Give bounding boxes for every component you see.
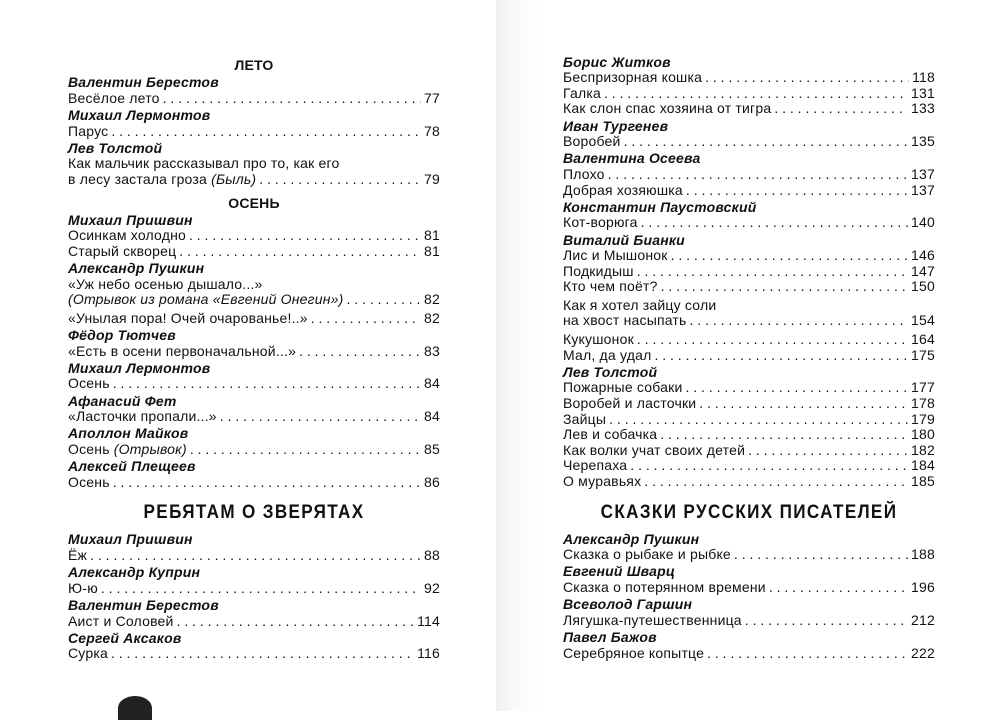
- page-number: 188: [911, 546, 935, 563]
- dot-leader: [609, 412, 908, 428]
- entry-title: [563, 613, 742, 629]
- toc-entry: [563, 396, 935, 412]
- toc-entry: [68, 442, 440, 458]
- entry-title: [563, 547, 731, 563]
- dot-leader: [299, 344, 421, 360]
- page-number: 146: [911, 247, 935, 264]
- entry-title: [563, 279, 658, 295]
- toc-entry: [68, 409, 440, 425]
- dot-leader: [707, 646, 908, 662]
- page-number: 147: [911, 262, 935, 279]
- toc-entry: [563, 443, 935, 459]
- entry-title: [68, 124, 108, 140]
- page-number: 83: [424, 342, 440, 359]
- toc-entry: [563, 474, 935, 490]
- entry-note: (Отрывок из романа «Евгений Онегин»): [68, 291, 344, 308]
- toc-entry: [68, 292, 440, 308]
- author-name: Афанасий Фет: [68, 392, 177, 409]
- entry-title-text: Кот-ворюга: [563, 214, 638, 231]
- dot-leader: [641, 215, 908, 231]
- entry-title-text: на хвост насыпать: [563, 312, 687, 329]
- page-number: 86: [424, 473, 440, 490]
- toc-entry: [563, 547, 935, 563]
- entry-title: [563, 412, 606, 428]
- dot-leader: [690, 313, 909, 329]
- entry-title-text: Подкидыш: [563, 262, 634, 279]
- entry-title: [68, 581, 98, 597]
- entry-title-text: Зайцы: [563, 410, 607, 427]
- toc-entry: [563, 134, 935, 150]
- author-name: Михаил Пришвин: [68, 531, 193, 548]
- dot-leader: [699, 396, 908, 412]
- section-title: РЕБЯТАМ О ЗВЕРЯТАХ: [143, 502, 365, 524]
- entry-title: [563, 580, 766, 596]
- page-number: 77: [424, 89, 440, 106]
- author-name: Михаил Лермонтов: [68, 359, 211, 376]
- toc-entry: [563, 264, 935, 280]
- toc-entry: [563, 215, 935, 231]
- entry-title: [563, 86, 601, 102]
- entry-title-text: Мал, да удал: [563, 346, 652, 363]
- entry-title: [563, 348, 651, 364]
- dot-leader: [637, 332, 908, 348]
- entry-title: [563, 134, 621, 150]
- dot-leader: [220, 409, 421, 425]
- entry-title: [68, 228, 186, 244]
- entry-title-text: О муравьях: [563, 473, 642, 489]
- author-name: Михаил Пришвин: [68, 211, 193, 228]
- entry-title-text: Аист и Соловей: [68, 612, 174, 629]
- dot-leader: [101, 581, 421, 597]
- author-name: Виталий Бианки: [563, 231, 685, 248]
- page-number: 131: [911, 84, 935, 101]
- entry-title: [68, 156, 340, 172]
- dot-leader: [259, 172, 421, 188]
- dot-leader: [113, 475, 421, 491]
- author-name: Алексей Плещеев: [68, 458, 196, 475]
- page-number: 137: [911, 165, 935, 182]
- page-number: 196: [911, 578, 935, 595]
- entry-title-text: Кукушонок: [563, 331, 634, 348]
- section-subheading: ОСЕНЬ: [228, 194, 280, 211]
- author-name: Лев Толстой: [68, 139, 163, 156]
- entry-title-text: «Унылая пора! Очей очарованье!..»: [68, 309, 308, 326]
- page-number: 212: [911, 611, 935, 628]
- toc-entry: [68, 344, 440, 360]
- toc-entry: [68, 548, 440, 564]
- entry-title: [68, 91, 160, 107]
- author-name: Валентин Берестов: [68, 596, 219, 613]
- entry-title: [563, 183, 683, 199]
- dot-leader: [630, 458, 908, 474]
- entry-title: [68, 311, 308, 327]
- toc-entry: [68, 228, 440, 244]
- author-name: Валентин Берестов: [68, 74, 219, 91]
- dot-leader: [661, 279, 908, 295]
- dot-leader: [190, 442, 421, 458]
- toc-entry-continuation: [563, 298, 935, 314]
- dot-leader: [604, 86, 908, 102]
- corner-illustration-fragment: [118, 696, 152, 720]
- dot-leader: [163, 91, 421, 107]
- dot-leader: [347, 292, 422, 308]
- page-number: 92: [424, 579, 440, 596]
- toc-entry: [68, 124, 440, 140]
- section-title: СКАЗКИ РУССКИХ ПИСАТЕЛЕЙ: [600, 501, 898, 523]
- dot-leader: [189, 228, 421, 244]
- dot-leader: [179, 244, 421, 260]
- toc-entry: [563, 248, 935, 264]
- entry-title: [563, 427, 657, 443]
- page-number: 116: [417, 645, 440, 662]
- author-name: Константин Паустовский: [563, 198, 757, 215]
- toc-entry: [563, 580, 935, 596]
- entry-title: [68, 548, 87, 564]
- page-number: 140: [911, 214, 935, 231]
- entry-title-text: Осень: [68, 473, 110, 490]
- toc-entry: [563, 646, 935, 662]
- entry-title-text: Как мальчик рассказывал про то, как его: [68, 155, 340, 172]
- author-name: Павел Бажов: [563, 628, 657, 645]
- toc-entry: [563, 427, 935, 443]
- entry-title: [68, 646, 108, 662]
- toc-entry: [68, 646, 440, 662]
- page-number: 118: [912, 69, 935, 86]
- toc-entry: [563, 70, 935, 86]
- entry-title-text: Лягушка-путешественница: [563, 611, 742, 628]
- dot-leader: [734, 547, 908, 563]
- entry-title: [563, 298, 716, 314]
- author-name: Сергей Аксаков: [68, 629, 182, 646]
- entry-title-text: Осень: [68, 441, 110, 457]
- author-name: Фёдор Тютчев: [68, 327, 176, 344]
- author-name: Александр Пушкин: [68, 260, 205, 277]
- page-number: 154: [911, 312, 935, 329]
- dot-leader: [654, 348, 908, 364]
- entry-title-text: Сказка о рыбаке и рыбке: [563, 546, 731, 563]
- author-name: Евгений Шварц: [563, 563, 676, 580]
- page-number: 81: [424, 242, 440, 259]
- entry-title: [68, 475, 110, 491]
- entry-title-text: Серебряное копытце: [563, 644, 705, 661]
- entry-title-text: Старый скворец: [68, 242, 177, 259]
- entry-title: [563, 264, 634, 280]
- entry-title-text: Весёлое лето: [68, 89, 160, 106]
- entry-title: [563, 458, 627, 474]
- toc-entry-continuation: [68, 156, 440, 172]
- dot-leader: [90, 548, 421, 564]
- dot-leader: [113, 376, 421, 392]
- entry-title: [563, 396, 696, 412]
- page-number: 150: [911, 278, 935, 295]
- entry-title-text: Галка: [563, 84, 601, 101]
- toc-entry: [563, 313, 935, 329]
- toc-entry: [563, 183, 935, 199]
- toc-entry: [563, 380, 935, 396]
- author-name: Всеволод Гаршин: [563, 596, 693, 613]
- entry-title: [563, 215, 638, 231]
- page-number: 84: [424, 375, 440, 392]
- left-page: [0, 0, 496, 711]
- author-name: Иван Тургенев: [563, 117, 669, 134]
- entry-title: [563, 167, 605, 183]
- dot-leader: [177, 614, 415, 630]
- toc-entry: [68, 614, 440, 630]
- entry-title-text: Лис и Мышонок: [563, 247, 668, 264]
- entry-title-text: Парус: [68, 122, 109, 139]
- toc-entry: [68, 91, 440, 107]
- page-number: 79: [424, 170, 440, 187]
- toc-entry: [68, 581, 440, 597]
- toc-entry: [563, 279, 935, 295]
- dot-leader: [111, 124, 421, 140]
- entry-title-text: Ю-ю: [68, 579, 98, 596]
- entry-title: [563, 313, 687, 329]
- dot-leader: [644, 474, 908, 490]
- page-number: 175: [911, 346, 935, 363]
- page-number: 184: [911, 457, 935, 474]
- entry-title-text: Лев и собачка: [563, 426, 658, 443]
- page-number: 177: [911, 379, 935, 396]
- page-number: 133: [911, 100, 935, 117]
- entry-title: [563, 380, 682, 396]
- entry-title-text: Кто чем поёт?: [563, 278, 658, 295]
- entry-title: [563, 443, 745, 459]
- dot-leader: [637, 264, 908, 280]
- dot-leader: [608, 167, 908, 183]
- entry-title-text: Добрая хозяюшка: [563, 181, 683, 198]
- entry-title-text: Как слон спас хозяина от тигра: [563, 100, 772, 117]
- page-number: 114: [417, 612, 440, 629]
- page-number: 185: [911, 473, 935, 489]
- entry-note: (Отрывок): [113, 441, 187, 457]
- toc-entry: [563, 332, 935, 348]
- author-name: Александр Пушкин: [563, 530, 700, 547]
- right-page: [496, 0, 1000, 711]
- author-name: Александр Куприн: [68, 564, 201, 581]
- toc-entry: [68, 376, 440, 392]
- dot-leader: [745, 613, 908, 629]
- entry-title-text: Сурка: [68, 645, 108, 662]
- entry-title-text: Воробей: [563, 133, 621, 150]
- entry-title-text: Сказка о потерянном времени: [563, 578, 766, 595]
- entry-title-text: Плохо: [563, 165, 605, 182]
- dot-leader: [686, 183, 908, 199]
- entry-title: [68, 277, 263, 293]
- toc-entry: [563, 412, 935, 428]
- page-number: 82: [424, 291, 440, 308]
- dot-leader: [111, 646, 414, 662]
- author-name: Валентина Осеева: [563, 150, 701, 167]
- entry-title-text: «Есть в осени первоначальной...»: [68, 342, 297, 359]
- entry-title: [563, 101, 771, 117]
- toc-entry: [68, 311, 440, 327]
- author-name: Борис Житков: [563, 53, 671, 70]
- toc-entry-continuation: [68, 277, 440, 293]
- toc-entry: [68, 475, 440, 491]
- dot-leader: [624, 134, 908, 150]
- dot-leader: [705, 70, 909, 86]
- entry-title-text: Осень: [68, 375, 110, 392]
- toc-entry: [563, 348, 935, 364]
- page-number: 88: [424, 546, 440, 563]
- page-number: 82: [424, 309, 440, 326]
- entry-title: [68, 409, 217, 425]
- author-name: Аполлон Майков: [68, 425, 189, 442]
- page-number: 84: [424, 408, 440, 425]
- left-contents-column: [68, 58, 440, 662]
- dot-leader: [311, 311, 421, 327]
- entry-title-text: «Уж небо осенью дышало...»: [68, 275, 263, 292]
- entry-title-text: в лесу застала гроза: [68, 170, 207, 187]
- entry-title: [68, 344, 296, 360]
- dot-leader: [748, 443, 908, 459]
- page-number: 180: [911, 426, 935, 443]
- toc-entry: [563, 458, 935, 474]
- section-subheading: ЛЕТО: [234, 57, 274, 73]
- page-number: 81: [424, 227, 440, 244]
- entry-title: [563, 646, 704, 662]
- entry-title-text: «Ласточки пропали...»: [68, 408, 217, 425]
- entry-title: [68, 442, 187, 458]
- dot-leader: [774, 101, 908, 117]
- toc-entry: [68, 172, 440, 188]
- dot-leader: [769, 580, 908, 596]
- entry-title: [68, 244, 176, 260]
- page-number: 137: [911, 181, 935, 198]
- entry-title: [68, 614, 174, 630]
- entry-title: [563, 248, 668, 264]
- page-number: 178: [911, 395, 935, 412]
- entry-title-text: Осинкам холодно: [68, 227, 186, 244]
- page-number: 222: [911, 644, 935, 661]
- entry-title-text: Как я хотел зайцу соли: [563, 296, 717, 313]
- entry-title-text: Ёж: [68, 546, 88, 563]
- toc-entry: [563, 101, 935, 117]
- right-contents-column: [563, 53, 935, 661]
- entry-title: [68, 172, 256, 188]
- dot-leader: [671, 248, 908, 264]
- entry-title-text: Воробей и ласточки: [563, 395, 697, 412]
- entry-title-text: Пожарные собаки: [563, 379, 683, 396]
- entry-title-text: Беспризорная кошка: [563, 69, 703, 86]
- entry-title: [563, 332, 634, 348]
- entry-title-text: Как волки учат своих детей: [563, 441, 746, 458]
- entry-title: [563, 70, 702, 86]
- page-number: 164: [911, 331, 935, 348]
- toc-entry: [563, 613, 935, 629]
- page-number: 182: [911, 441, 935, 458]
- dot-leader: [660, 427, 908, 443]
- entry-title: [68, 292, 344, 308]
- dot-leader: [685, 380, 908, 396]
- toc-entry: [563, 167, 935, 183]
- page-number: 85: [424, 441, 440, 457]
- entry-title: [563, 474, 641, 490]
- toc-entry: [563, 86, 935, 102]
- author-name: Лев Толстой: [563, 363, 658, 380]
- toc-entry: [68, 244, 440, 260]
- page-number: 135: [911, 133, 935, 150]
- entry-title: [68, 376, 110, 392]
- entry-title-text: Черепаха: [563, 457, 628, 474]
- page-number: 179: [911, 410, 935, 427]
- entry-note: (Быль): [211, 170, 257, 187]
- page-number: 78: [424, 122, 440, 139]
- author-name: Михаил Лермонтов: [68, 106, 211, 123]
